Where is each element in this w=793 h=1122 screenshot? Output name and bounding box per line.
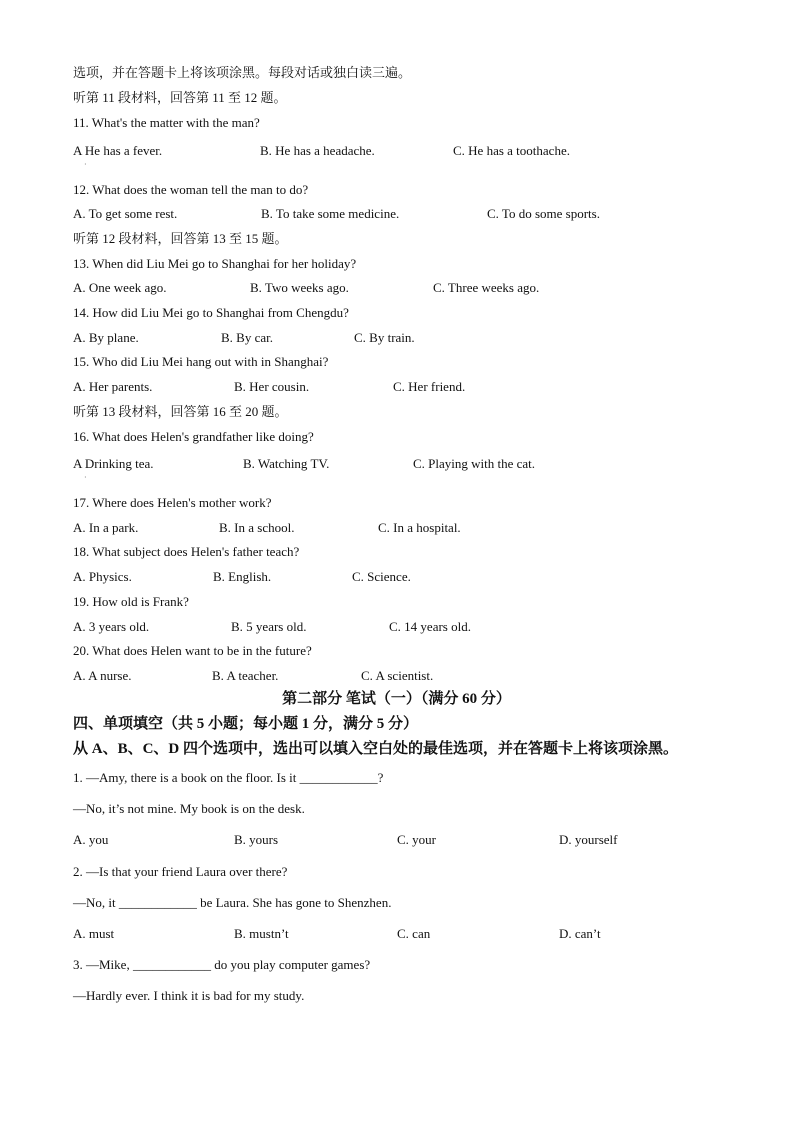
option-14-b: B. By car. (221, 330, 273, 345)
option-w1-b: B. yours (234, 832, 279, 847)
option-15-a: A. Her parents. (73, 379, 153, 394)
writing-response-1: —No, it’s not mine. My book is on the desk. (73, 801, 305, 816)
option-14-c: C. By train. (354, 330, 415, 345)
option-16-b: B. Watching TV. (243, 456, 330, 471)
option-12-a: A. To get some rest. (73, 206, 178, 221)
option-20-a: A. A nurse. (73, 668, 132, 683)
option-12-b: B. To take some medicine. (261, 206, 400, 221)
option-16-c: C. Playing with the cat. (413, 456, 536, 471)
question-16: 16. What does Helen's grandfather like doing? (73, 429, 314, 444)
section-four-title: 四、单项填空（共 5 小题；每小题 1 分，满分 5 分） (73, 716, 419, 732)
option-20-b: B. A teacher. (212, 668, 279, 683)
option-19-c: C. 14 years old. (389, 619, 471, 634)
section-four-instructions: 从 A、B、C、D 四个选项中，选出可以填入空白处的最佳选项，并在答题卡上将该项涂黑。 (73, 741, 679, 757)
option-11-a: A He has a fever. (73, 143, 163, 158)
option-17-c: C. In a hospital. (378, 520, 461, 535)
section-heading-11: 听第 11 段材料，回答第 11 至 12 题。 (73, 90, 287, 105)
option-13-b: B. Two weeks ago. (250, 280, 349, 295)
option-11-b: B. He has a headache. (260, 143, 375, 158)
writing-response-3: —Hardly ever. I think it is bad for my study. (73, 988, 305, 1003)
option-12-c: C. To do some sports. (487, 206, 600, 221)
question-19: 19. How old is Frank? (73, 594, 189, 609)
option-w2-b: B. mustn’t (234, 926, 289, 941)
writing-response-2: —No, it ____________ be Laura. She has gone to Shenzhen. (73, 895, 392, 910)
question-13: 13. When did Liu Mei go to Shanghai for her holiday? (73, 256, 357, 271)
option-11-c: C. He has a toothache. (453, 143, 570, 158)
question-15: 15. Who did Liu Mei hang out with in Shanghai? (73, 354, 329, 369)
option-20-c: C. A scientist. (361, 668, 434, 683)
stray-dot: · (84, 473, 87, 482)
section-heading-12: 听第 12 段材料，回答第 13 至 15 题。 (73, 231, 288, 246)
writing-question-1: 1. —Amy, there is a book on the floor. Is it ____________? (73, 770, 384, 785)
option-w2-a: A. must (73, 926, 115, 941)
option-18-a: A. Physics. (73, 569, 132, 584)
part-two-title: 第二部分 笔试（一）（满分 60 分） (282, 691, 511, 707)
writing-question-3: 3. —Mike, ____________ do you play computer games? (73, 957, 371, 972)
question-14: 14. How did Liu Mei go to Shanghai from Chengdu? (73, 305, 349, 320)
option-19-b: B. 5 years old. (231, 619, 307, 634)
stray-dot: · (84, 160, 87, 169)
option-17-b: B. In a school. (219, 520, 295, 535)
option-w1-a: A. you (73, 832, 109, 847)
option-19-a: A. 3 years old. (73, 619, 150, 634)
question-20: 20. What does Helen want to be in the future? (73, 643, 312, 658)
question-17: 17. Where does Helen's mother work? (73, 495, 272, 510)
option-13-c: C. Three weeks ago. (433, 280, 540, 295)
question-18: 18. What subject does Helen's father teach? (73, 544, 300, 559)
option-15-c: C. Her friend. (393, 379, 466, 394)
option-18-c: C. Science. (352, 569, 411, 584)
option-w2-c: C. can (397, 926, 431, 941)
option-w1-c: C. your (397, 832, 436, 847)
question-12: 12. What does the woman tell the man to do? (73, 182, 309, 197)
question-11: 11. What's the matter with the man? (73, 115, 260, 130)
option-17-a: A. In a park. (73, 520, 139, 535)
option-14-a: A. By plane. (73, 330, 139, 345)
writing-question-2: 2. —Is that your friend Laura over there? (73, 864, 288, 879)
option-15-b: B. Her cousin. (234, 379, 310, 394)
intro-text: 选项，并在答题卡上将该项涂黑。每段对话或独白读三遍。 (73, 65, 412, 80)
section-heading-13: 听第 13 段材料，回答第 16 至 20 题。 (73, 404, 288, 419)
option-16-a: A Drinking tea. (73, 456, 154, 471)
option-13-a: A. One week ago. (73, 280, 167, 295)
option-w2-d: D. can’t (559, 926, 601, 941)
option-18-b: B. English. (213, 569, 272, 584)
option-w1-d: D. yourself (559, 832, 618, 847)
